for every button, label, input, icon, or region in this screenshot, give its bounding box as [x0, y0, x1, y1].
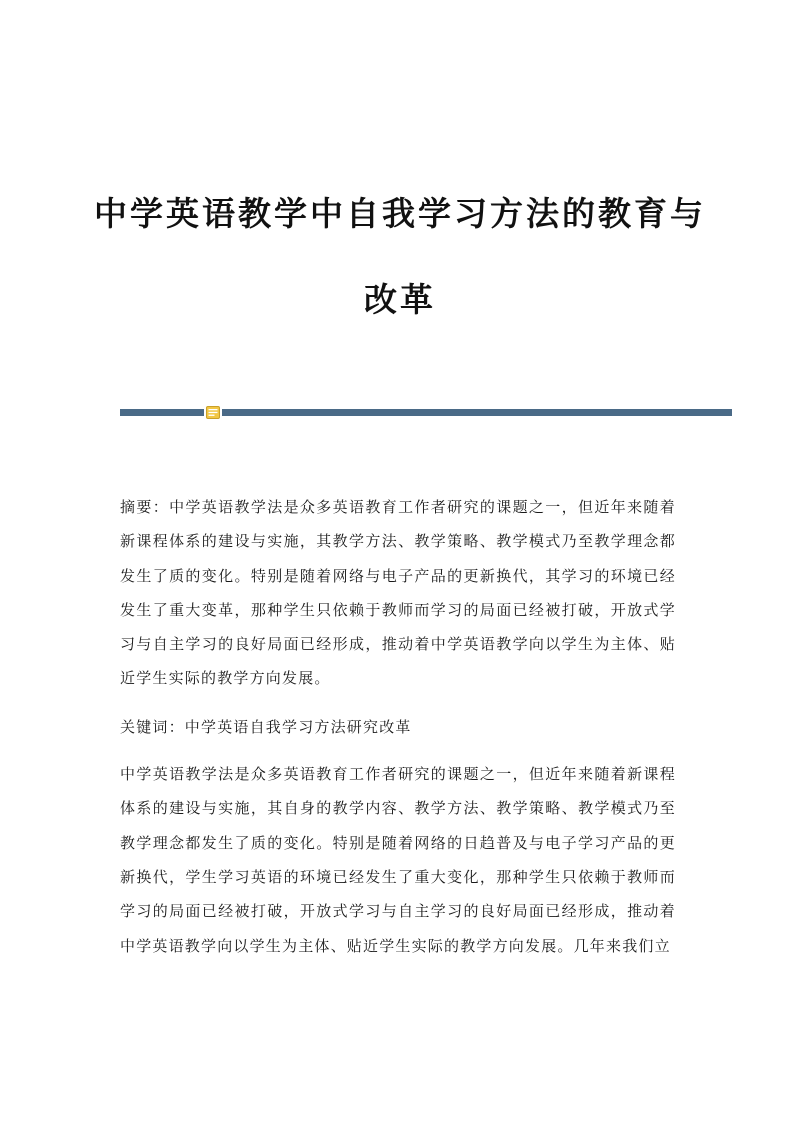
divider-bar-right [222, 409, 732, 416]
title-divider [120, 406, 732, 420]
divider-bar-left [120, 409, 204, 416]
document-title-line-2: 改革 [364, 280, 436, 319]
body-paragraph: 中学英语教学法是众多英语教育工作者研究的课题之一，但近年来随着新课程体系的建设与实施，其自身的教学内容、教学方法、教学策略、教学模式乃至教学理念都发生了质的变化。特别是随着网络的日趋普及与电子学习产品的更新换代，学生学习英语的环境已经发生了重大变化，那种学生只依赖于教师而学习的局面已经被打破，开放式学习与自主学习的良好局面已经形成，推动着中学英语教学向以学生为主体、贴近学生实际的教学方向发展。几年来我们立 [120, 765, 676, 955]
abstract-paragraph: 摘要：中学英语教学法是众多英语教育工作者研究的课题之一，但近年来随着新课程体系的建设与实施，其教学方法、教学策略、教学模式乃至教学理念都发生了质的变化。特别是随着网络与电子产品的更新换代，其学习的环境已经发生了重大变革，那种学生只依赖于教师而学习的局面已经被打破，开放式学习与自主学习的良好局面已经形成，推动着中学英语教学向以学生为主体、贴近学生实际的教学方向发展。 [120, 498, 676, 688]
document-icon [206, 406, 220, 419]
keywords-line: 关键词：中学英语自我学习方法研究改革 [120, 717, 412, 736]
document-body [120, 490, 676, 977]
document-title-line-1: 中学英语教学中自我学习方法的教育与 [94, 194, 706, 233]
